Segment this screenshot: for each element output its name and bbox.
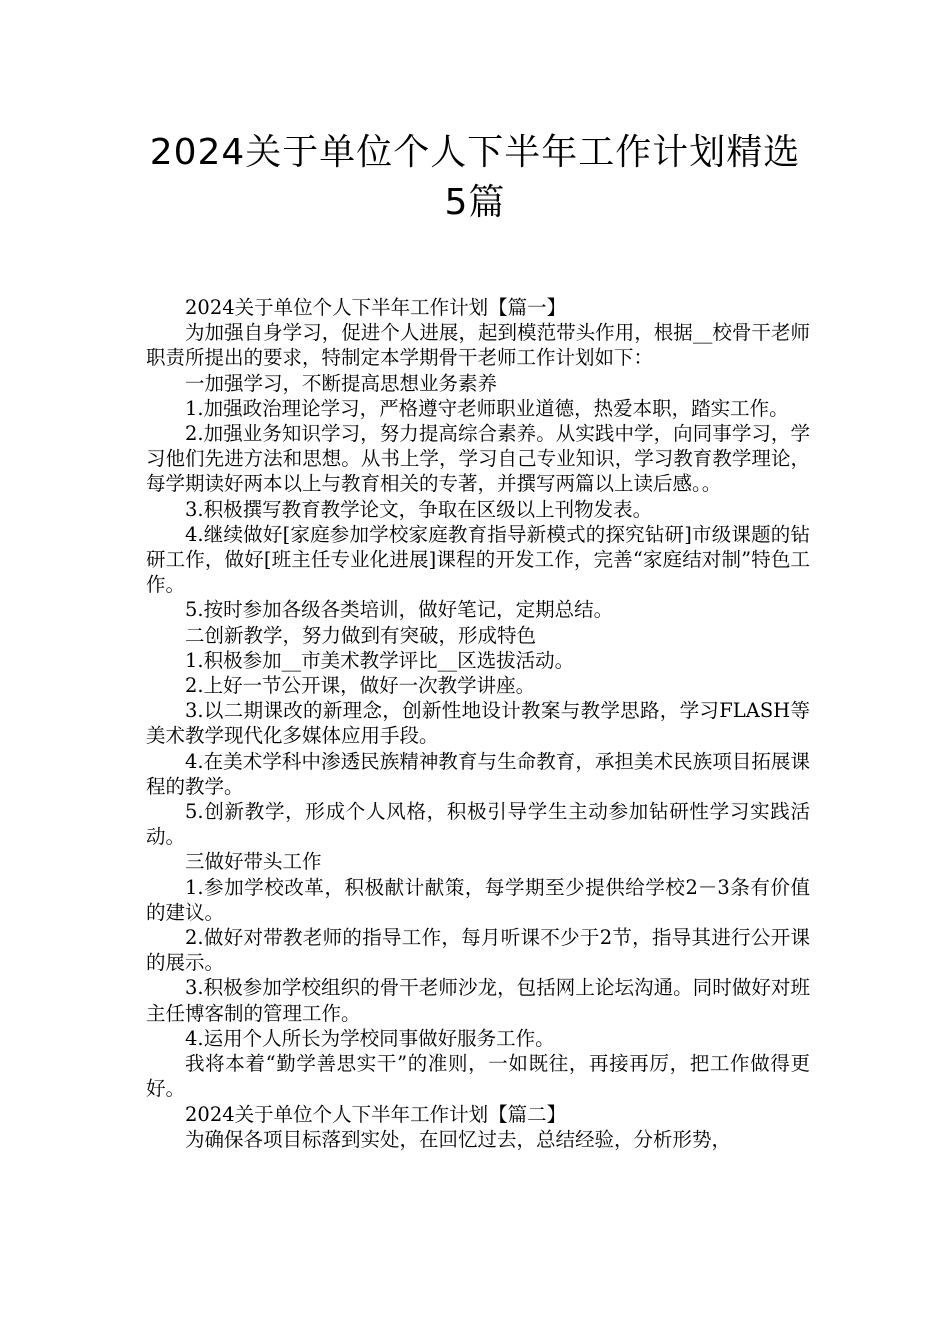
part-2-intro-paragraph: 为确保各项目标落到实处，在回忆过去，总结经验，分析形势， bbox=[185, 1127, 732, 1151]
list-item: 2.加强业务知识学习，努力提高综合素养。从实践中学，向同事学习，学习他们先进方法和思想。从书上学，学习自己专业知识，学习教育教学理论，每学期读好两本以上与教育相关的专著，并撰写两篇以上读后感。。 bbox=[146, 422, 810, 496]
subheading-learning: 一加强学习，不断提高思想业务素养 bbox=[185, 371, 498, 395]
list-item: 3.积极参加学校组织的骨干老师沙龙，包括网上论坛沟通。同时做好对班主任博客制的管理工作。 bbox=[146, 976, 810, 1025]
document-title-line-1: 2024关于单位个人下半年工作计划精选 bbox=[149, 132, 801, 173]
intro-paragraph: 为加强自身学习，促进个人进展，起到模范带头作用，根据__校骨干老师职责所提出的要求，特制定本学期骨干老师工作计划如下： bbox=[146, 321, 810, 370]
section-heading-part-2: 2024关于单位个人下半年工作计划【篇二】 bbox=[185, 1102, 567, 1126]
list-item: 2.上好一节公开课，做好一次教学讲座。 bbox=[185, 674, 536, 698]
list-item: 1.加强政治理论学习，严格遵守老师职业道德，热爱本职，踏实工作。 bbox=[185, 396, 789, 420]
list-item: 3.积极撰写教育教学论文，争取在区级以上刊物发表。 bbox=[185, 497, 653, 521]
document-body bbox=[146, 295, 810, 1152]
subheading-leadership: 三做好带头工作 bbox=[185, 850, 322, 874]
list-item: 3.以二期课改的新理念，创新性地设计教案与教学思路，学习FLASH等美术教学现代化多媒体应用手段。 bbox=[146, 699, 810, 748]
list-item: 1.积极参加__市美术教学评比__区选拔活动。 bbox=[185, 648, 575, 672]
section-heading-part-1: 2024关于单位个人下半年工作计划【篇一】 bbox=[185, 296, 567, 319]
document-title-line-2: 5篇 bbox=[444, 182, 506, 223]
subheading-innovation: 二创新教学，努力做到有突破，形成特色 bbox=[185, 623, 537, 647]
list-item: 4.在美术学科中渗透民族精神教育与生命教育，承担美术民族项目拓展课程的教学。 bbox=[146, 749, 810, 798]
list-item: 5.按时参加各级各类培训，做好笔记，定期总结。 bbox=[185, 598, 614, 622]
list-item: 1.参加学校改革，积极献计献策，每学期至少提供给学校2－3条有价值的建议。 bbox=[146, 875, 810, 924]
list-item: 5.创新教学，形成个人风格，积极引导学生主动参加钻研性学习实践活动。 bbox=[146, 800, 810, 849]
list-item: 4.运用个人所长为学校同事做好服务工作。 bbox=[185, 1026, 555, 1050]
list-item: 4.继续做好[家庭参加学校家庭教育指导新模式的探究钻研]市级课题的钻研工作，做好[班主任专业化进展]课程的开发工作，完善“家庭结对制”特色工作。 bbox=[146, 522, 810, 597]
closing-paragraph: 我将本着“勤学善思实干”的准则，一如既往，再接再厉，把工作做得更好。 bbox=[146, 1052, 810, 1101]
list-item: 2.做好对带教老师的指导工作，每月听课不少于2节，指导其进行公开课的展示。 bbox=[146, 926, 810, 975]
